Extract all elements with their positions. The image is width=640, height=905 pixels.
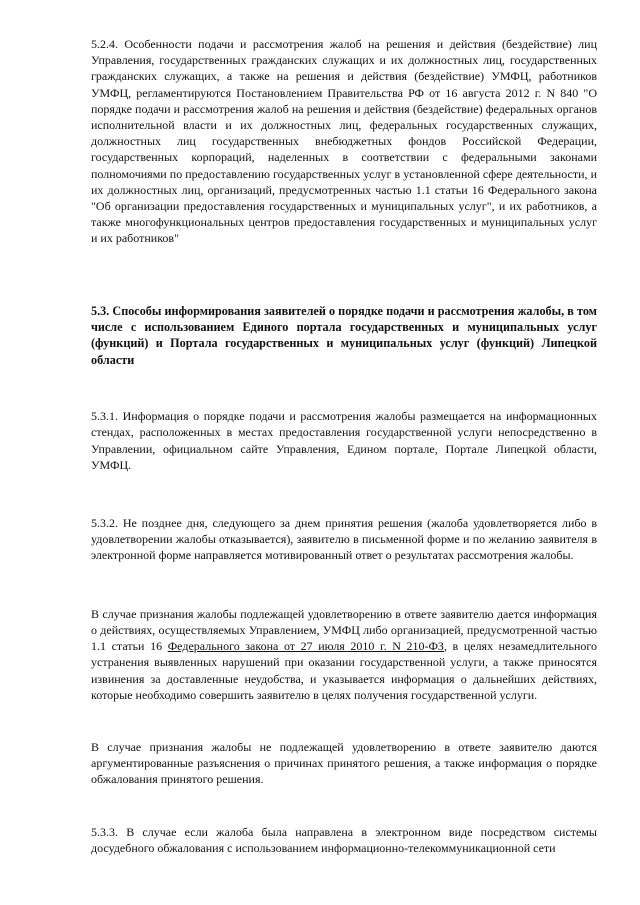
paragraph-5-2-4: 5.2.4. Особенности подачи и рассмотрения жалоб на решения и действия (бездействие) лиц Управления, государственных гражданских служащих и их должностных лиц, государственных гражданских служащих, а также на решения и действия (бездействие) УМФЦ, работников УМФЦ, регламентируются Постановлением Правительства РФ от 16 августа 2012 г. N 840 "О порядке подачи и рассмотрения жалоб на решения и действия (бездействие) федеральных органов исполнительной власти и их должностных лиц, федеральных государственных служащих, должностных лиц государственных внебюджетных фондов Российской Федерации, государственных корпораций, наделенных в соответствии с федеральными законами полномочиями по предоставлению государственных услуг в установленной сфере деятельности, и их должностных лиц, организаций, предусмотренных частью 1.1 статьи 16 Федерального закона "Об организации предоставления государственных и муниципальных услуг", и их работников, а также многофункциональных центров предоставления государственных и муниципальных услуг и их работников" [91, 37, 597, 246]
section-heading-5-3: 5.3. Способы информирования заявителей о порядке подачи и рассмотрения жалобы, в том числе с использованием Единого портала государственных и муниципальных услуг (функций) и Портала государственных и муниципальных услуг (функций) Липецкой области [91, 303, 597, 367]
paragraph-5-3-2: 5.3.2. Не позднее дня, следующего за днем принятия решения (жалоба удовлетворяется либо в удовлетворении жалобы отказывается), заявителю в письменной форме и по желанию заявителя в электронной форме направляется мотивированный ответ о результатах рассмотрения жалобы. [91, 516, 597, 563]
paragraph-complaint-satisfied-text-end: , в целях незамедлительного устранения выявленных нарушений при оказании государственной услуги, а также приносятся извинения за доставленные неудобства, и указывается информация о дальнейших действиях, которые необходимо совершить заявителю в целях получения государственной услуги. [91, 639, 597, 702]
document-page [91, 36, 597, 856]
paragraph-complaint-not-satisfied: В случае признания жалобы не подлежащей удовлетворению в ответе заявителю даются аргументированные разъяснения о причинах принятого решения, а также информация о порядке обжалования принятого решения. [91, 739, 597, 787]
paragraph-complaint-satisfied [91, 606, 597, 703]
paragraph-5-3-1: 5.3.1. Информация о порядке подачи и рассмотрения жалобы размещается на информационных стендах, расположенных в местах предоставления государственной услуги непосредственно в Управлении, официальном сайте Управления, Едином портале, Портале Липецкой области, УМФЦ. [91, 409, 597, 472]
paragraph-complaint-satisfied-text-start: В случае признания жалобы подлежащей удовлетворению в ответе заявителю дается информация о действиях, осуществляемых Управлением, УМФЦ либо организацией, предусмотренной частью 1.1 статьи 16 [91, 606, 597, 654]
federal-law-210-fz-link[interactable]: Федерального закона от 27 июля 2010 г. N 210-ФЗ [167, 639, 444, 654]
paragraph-5-3-3: 5.3.3. В случае если жалоба была направлена в электронном виде посредством системы досудебного обжалования с использованием информационно-телекоммуникационной сети [91, 824, 597, 855]
